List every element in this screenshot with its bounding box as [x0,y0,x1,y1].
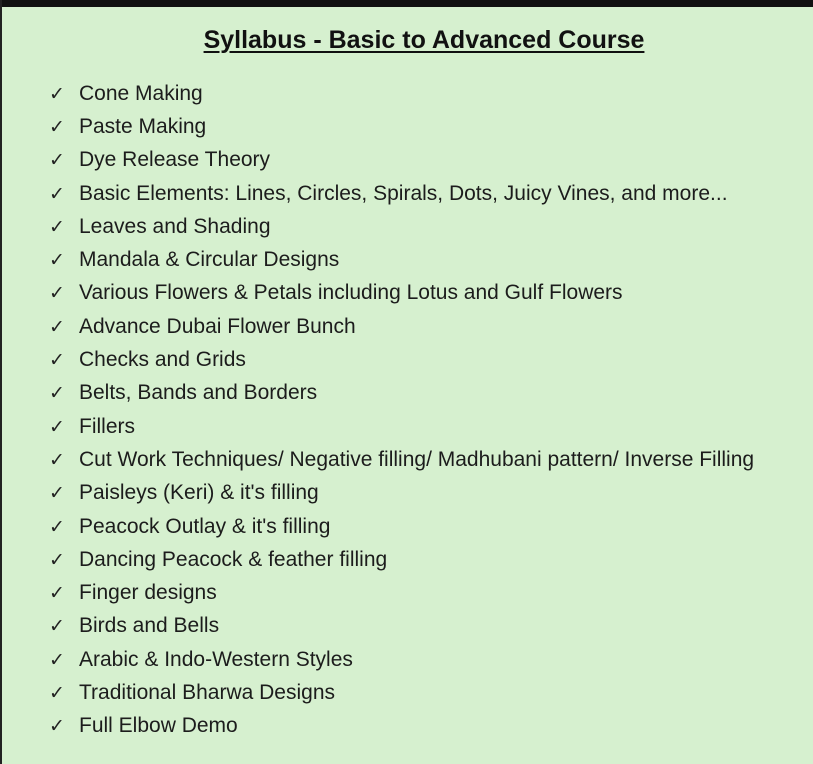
list-item-label: Dancing Peacock & feather filling [79,547,388,571]
list-item [0,77,813,110]
list-item-label: Full Elbow Demo [79,714,238,738]
check-mark-icon: ✓ [49,548,65,571]
check-mark-icon: ✓ [49,515,65,538]
list-item [0,277,813,310]
list-item-label: Fillers [79,414,135,438]
check-mark-icon: ✓ [49,315,65,338]
list-item [0,243,813,276]
top-border [0,0,813,7]
syllabus-list [0,77,813,743]
page-title: Syllabus - Basic to Advanced Course [203,26,645,54]
list-item [0,410,813,443]
list-item [0,210,813,243]
list-item-label: Basic Elements: Lines, Circles, Spirals, Dots, Juicy Vines, and more... [79,181,728,205]
list-item [0,710,813,743]
check-mark-icon: ✓ [49,681,65,704]
check-mark-icon: ✓ [49,415,65,438]
list-item-label: Finger designs [79,581,217,605]
list-item [0,676,813,709]
check-mark-icon: ✓ [49,249,65,272]
check-mark-icon: ✓ [49,149,65,172]
check-mark-icon: ✓ [49,582,65,605]
check-mark-icon: ✓ [49,215,65,238]
check-mark-icon: ✓ [49,448,65,471]
list-item-label: Paisleys (Keri) & it's filling [79,481,319,505]
list-item-label: Belts, Bands and Borders [79,381,318,405]
list-item-label: Cut Work Techniques/ Negative filling/ Madhubani pattern/ Inverse Filling [79,447,755,471]
check-mark-icon: ✓ [49,482,65,505]
list-item-label: Various Flowers & Petals including Lotus and Gulf Flowers [79,281,623,305]
list-item [0,144,813,177]
list-item [0,177,813,210]
list-item-label: Paste Making [79,114,207,138]
list-item-label: Arabic & Indo-Western Styles [79,647,353,671]
list-item [0,543,813,576]
list-item-label: Birds and Bells [79,614,220,638]
list-item [0,510,813,543]
list-item [0,610,813,643]
list-item [0,576,813,609]
list-item [0,110,813,143]
list-item [0,643,813,676]
check-mark-icon: ✓ [49,349,65,372]
list-item-label: Cone Making [79,81,203,105]
list-item-label: Mandala & Circular Designs [79,248,340,272]
list-item-label: Checks and Grids [79,348,246,372]
check-mark-icon: ✓ [49,115,65,138]
list-item-label: Advance Dubai Flower Bunch [79,314,356,338]
check-mark-icon: ✓ [49,648,65,671]
list-item-label: Leaves and Shading [79,214,271,238]
list-item-label: Traditional Bharwa Designs [79,680,336,704]
list-item [0,377,813,410]
list-item-label: Peacock Outlay & it's filling [79,514,331,538]
list-item [0,343,813,376]
check-mark-icon: ✓ [49,615,65,638]
check-mark-icon: ✓ [49,182,65,205]
check-mark-icon: ✓ [49,282,65,305]
list-item-label: Dye Release Theory [79,148,271,172]
check-mark-icon: ✓ [49,82,65,105]
list-item [0,477,813,510]
check-mark-icon: ✓ [49,715,65,738]
check-mark-icon: ✓ [49,382,65,405]
list-item [0,443,813,476]
list-item [0,310,813,343]
